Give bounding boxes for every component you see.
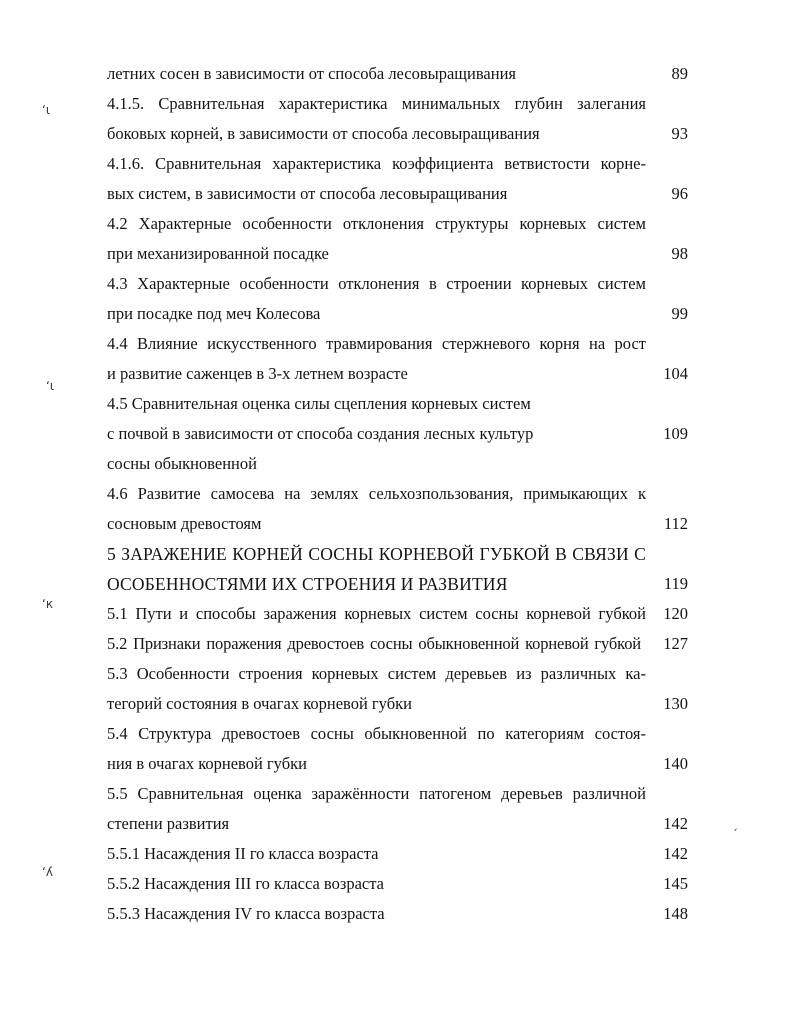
toc-entry-line: ния в очагах корневой губки xyxy=(107,754,307,773)
toc-entry-line: 4.2 Характерные особенности отклонения структуры корневых систем xyxy=(107,214,646,233)
toc-entry-line: вых систем, в зависимости от способа лесовыращивания xyxy=(107,184,508,203)
toc-entry-line: и развитие саженцев в 3-х летнем возрасте xyxy=(107,364,408,383)
margin-mark-icon: ʻк xyxy=(42,597,54,611)
toc-entry-line: с почвой в зависимости от способа создания лесных культур xyxy=(107,424,534,443)
toc-entry-line: при посадке под меч Колесова xyxy=(107,304,321,323)
toc-entry-line: 5.3 Особенности строения корневых систем деревьев из различных ка- xyxy=(107,664,646,683)
toc-entry-line: тегорий состояния в очагах корневой губки xyxy=(107,694,412,713)
toc-entry-line: 5.5 Сравнительная оценка заражённости патогеном деревьев различной xyxy=(107,784,646,803)
toc-page-number: 112 xyxy=(663,514,688,533)
toc-page-number: 140 xyxy=(663,754,688,773)
toc-entry-line: сосновым древостоям xyxy=(107,514,262,533)
toc-page-number: 120 xyxy=(663,604,688,623)
toc-page-number: 89 xyxy=(671,64,688,83)
toc-page-number: 99 xyxy=(671,304,688,323)
toc-entry-line: 5.5.2 Насаждения III го класса возраста xyxy=(107,874,384,893)
toc-entry-line: 4.6 Развитие самосева на землях сельхозпользования, примыкающих к xyxy=(107,484,646,503)
toc-page-number: 109 xyxy=(663,424,688,443)
toc-page-number: 130 xyxy=(663,694,688,713)
toc-page-number: 119 xyxy=(663,574,688,593)
toc-entry-line: 4.1.6. Сравнительная характеристика коэффициента ветвистости корне- xyxy=(107,154,646,173)
toc-page-number: 127 xyxy=(663,634,688,653)
toc-entry-line: боковых корней, в зависимости от способа лесовыращивания xyxy=(107,124,540,143)
toc-entry-line: 5.5.1 Насаждения II го класса возраста xyxy=(107,844,379,863)
toc-entry-line: летних сосен в зависимости от способа лесовыращивания xyxy=(107,64,516,83)
toc-page-number: 142 xyxy=(663,814,688,833)
toc-page-number: 142 xyxy=(663,844,688,863)
toc-chapter-line: ОСОБЕННОСТЯМИ ИХ СТРОЕНИЯ И РАЗВИТИЯ xyxy=(107,574,508,594)
toc-page-number: 148 xyxy=(663,904,688,923)
margin-mark-icon: ʻɩ xyxy=(46,379,54,393)
toc-page-number: 93 xyxy=(671,124,688,143)
toc-entry-line: 4.4 Влияние искусственного травмирования стержневого корня на рост xyxy=(107,334,646,353)
toc-entry-line: степени развития xyxy=(107,814,230,833)
toc-page-number: 104 xyxy=(663,364,688,383)
toc-page-number: 98 xyxy=(671,244,688,263)
toc-entry-line: 4.5 Сравнительная оценка силы сцепления корневых систем xyxy=(107,394,531,413)
toc-chapter-line: 5 ЗАРАЖЕНИЕ КОРНЕЙ СОСНЫ КОРНЕВОЙ ГУБКОЙ В СВЯЗИ С xyxy=(107,544,646,564)
toc-page-number: 145 xyxy=(663,874,688,893)
toc-entry-line: 5.5.3 Насаждения IV го класса возраста xyxy=(107,904,385,923)
toc-entry-line: 5.4 Структура древостоев сосны обыкновенной по категориям состоя- xyxy=(107,724,646,743)
margin-mark-icon: ʻʎ xyxy=(42,865,53,879)
toc-entry-line: 4.1.5. Сравнительная характеристика минимальных глубин залегания xyxy=(107,94,646,113)
toc-entry-line: 4.3 Характерные особенности отклонения в строении корневых систем xyxy=(107,274,646,293)
margin-mark-icon: ˏ xyxy=(732,817,738,831)
toc-entry-line: при механизированной посадке xyxy=(107,244,329,263)
margin-mark-icon: ʻɩ xyxy=(42,103,50,117)
toc-entry-line: 5.1 Пути и способы заражения корневых систем сосны корневой губкой xyxy=(107,604,646,623)
toc-entry-line: 5.2 Признаки поражения древостоев сосны обыкновенной корневой губкой xyxy=(107,634,641,653)
toc-entry-line: сосны обыкновенной xyxy=(107,454,257,473)
toc-page-number: 96 xyxy=(671,184,688,203)
